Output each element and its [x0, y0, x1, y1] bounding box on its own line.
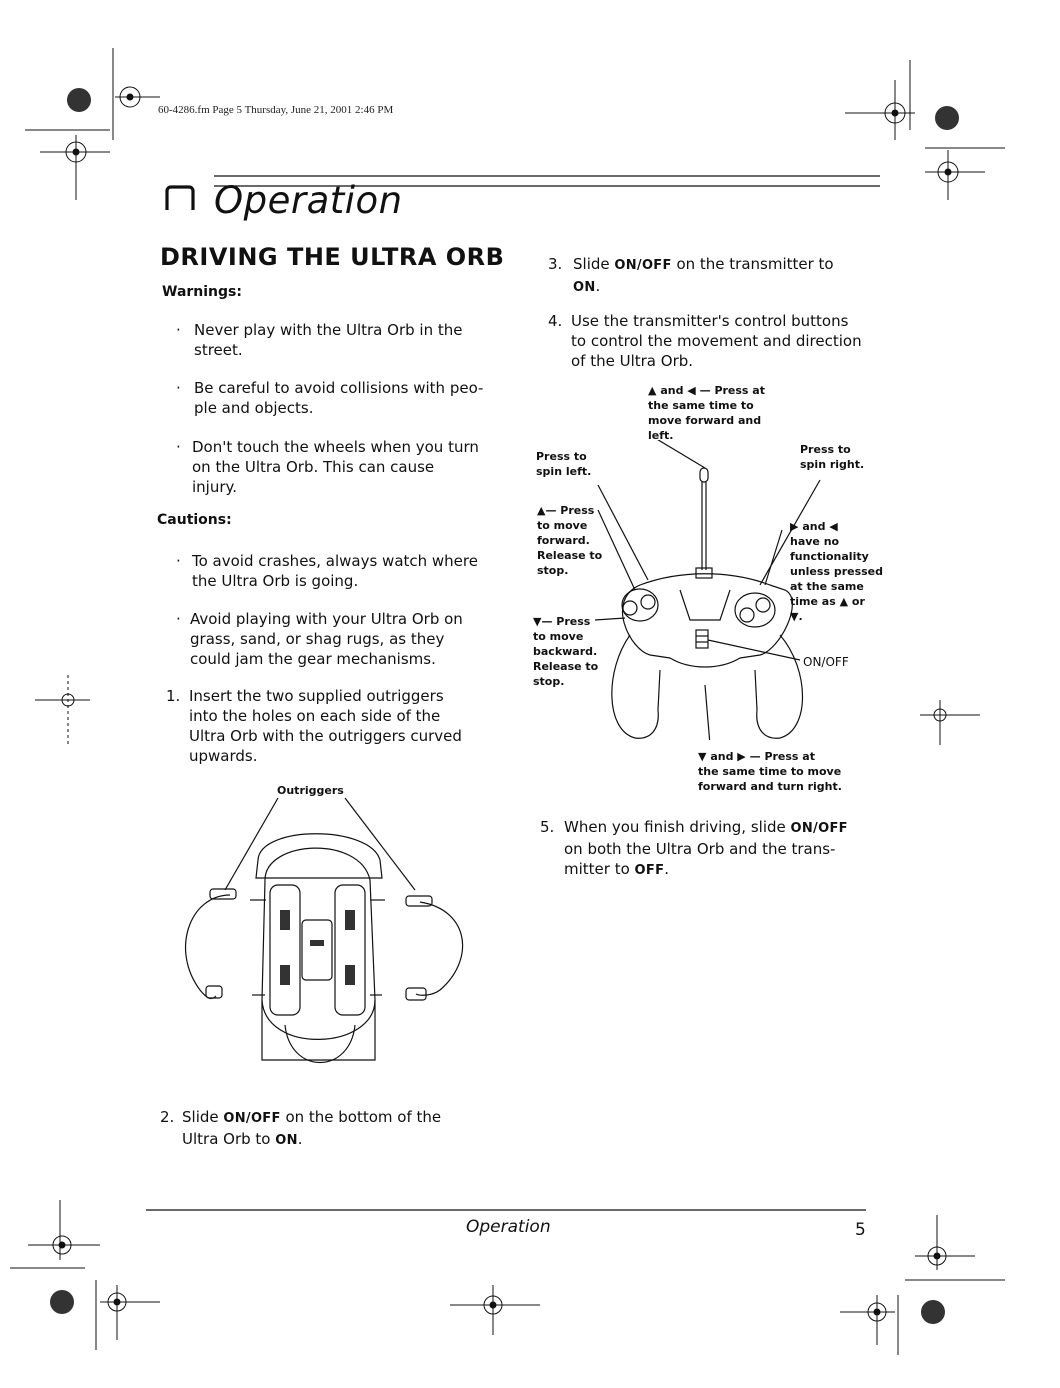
step-5: 5. When you finish driving, slide ON/OFF on both the Ultra Orb and the trans- mitter to OFF.	[540, 818, 848, 878]
file-header: 60-4286.fm Page 5 Thursday, June 21, 2001 2:46 PM	[158, 104, 394, 116]
section-title: Operation	[214, 179, 403, 222]
step-3: 3. Slide ON/OFF on the transmitter to ON.	[548, 255, 834, 295]
title-rules	[0, 0, 1060, 210]
caution-item: · To avoid crashes, always watch where the Ultra Orb is going.	[176, 552, 478, 590]
step-4: 4. Use the transmitter's control buttons to control the movement and direction of the Ultra Orb.	[548, 312, 862, 370]
page-number: 5	[855, 1220, 866, 1240]
ultra-orb-illustration	[170, 790, 490, 1090]
callout-forward-left: ▲ and ◀ — Press at the same time to move forward and left.	[648, 384, 765, 442]
warning-item: · Don't touch the wheels when you turn on the Ultra Orb. This can cause injury.	[176, 438, 479, 496]
callout-spin-left: Press to spin left.	[536, 450, 592, 478]
warnings-heading: Warnings:	[162, 284, 242, 300]
checkbox-icon	[167, 187, 193, 210]
transmitter-illustration	[520, 440, 920, 740]
callout-backward: ▼— Press to move backward. Release to stop.	[533, 615, 599, 688]
callout-no-function: ▶ and ◀ have no functionality unless pressed at the same time as ▲ or ▼.	[790, 520, 884, 623]
caution-item: · Avoid playing with your Ultra Orb on grass, sand, or shag rugs, as they could jam the gear mechanisms.	[176, 610, 463, 668]
callout-onoff: ON/OFF	[803, 655, 849, 669]
step-1: 1. Insert the two supplied outriggers into the holes on each side of the Ultra Orb with the outriggers curved upwards.	[166, 687, 462, 765]
footer-section: Operation	[466, 1217, 551, 1237]
callout-spin-right: Press to spin right.	[800, 443, 865, 471]
step-2: 2. Slide ON/OFF on the bottom of the Ultra Orb to ON.	[160, 1108, 442, 1148]
warning-item: · Be careful to avoid collisions with peo- ple and objects.	[176, 379, 484, 417]
callout-backward-right: ▼ and ▶ — Press at the same time to move forward and turn right.	[698, 750, 842, 793]
section-subtitle: DRIVING THE ULTRA ORB	[160, 243, 505, 271]
warning-item: · Never play with the Ultra Orb in the street.	[176, 321, 463, 359]
callout-forward: ▲— Press to move forward. Release to stop.	[537, 504, 603, 577]
cautions-heading: Cautions:	[157, 512, 232, 528]
outriggers-label: Outriggers	[277, 784, 344, 797]
